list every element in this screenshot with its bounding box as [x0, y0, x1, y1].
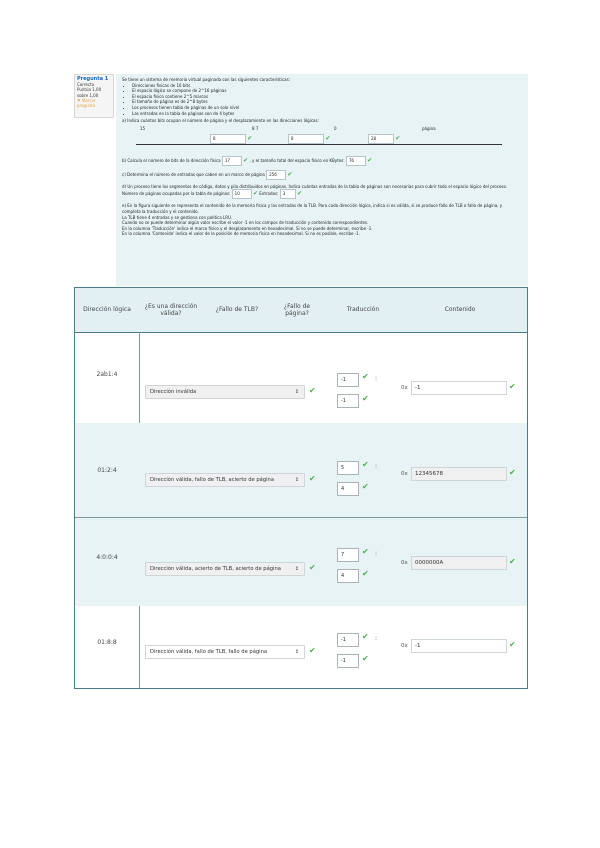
- separator: :: [375, 375, 378, 382]
- check-icon: ✔: [362, 394, 369, 403]
- question-d-line2: Número de páginas ocupadas por la tabla de páginas:: [122, 191, 231, 197]
- flag-question-link[interactable]: ⚑ Marcar pregunta: [77, 97, 96, 109]
- physical-bits-input[interactable]: 17: [222, 156, 242, 166]
- logical-address: 01:8:8: [97, 639, 117, 646]
- separator: :: [375, 463, 378, 470]
- frame-input[interactable]: -1: [337, 373, 359, 387]
- header-tlb-miss: ¿Fallo de TLB?: [215, 306, 259, 314]
- question-info-box: [74, 74, 114, 118]
- check-icon: ✔: [509, 557, 516, 566]
- note: Cuando no se puede determinar algún valor escribe el valor -1 en los campos de traducción y contenido correspondientes.: [122, 220, 369, 226]
- entries-input[interactable]: 256: [266, 170, 286, 180]
- check-icon: ✔: [509, 640, 516, 649]
- hex-prefix: 0x: [401, 560, 408, 566]
- offset-input[interactable]: 4: [337, 569, 359, 583]
- check-icon: ✔: [362, 547, 369, 556]
- check-icon: ✔: [362, 482, 369, 491]
- logical-address: 2ab1:4: [96, 371, 118, 378]
- offset-input[interactable]: -1: [337, 394, 359, 408]
- question-text: [116, 74, 528, 286]
- note: En la columna 'Contenido' indica el valor de la posición de memoria física en hexadecimal. Si no es posible, escribe -1.: [122, 231, 361, 237]
- offset-bits-input[interactable]: 8: [288, 134, 324, 144]
- check-icon: ✔: [287, 170, 293, 178]
- frame-input[interactable]: -1: [337, 633, 359, 647]
- check-icon: ✔: [362, 460, 369, 469]
- hex-prefix: 0x: [401, 385, 408, 391]
- logical-address: 4:0:0:4: [96, 554, 118, 561]
- bits-divider: [136, 144, 502, 145]
- header-page-fault: ¿Fallo de página?: [283, 302, 311, 317]
- characteristics-list: [132, 83, 522, 117]
- question-a: a) Indica cuántos bits ocupan el número de página y el desplazamiento en las direcciones lógicas:: [122, 118, 319, 124]
- bit-label: 8 7: [252, 125, 259, 131]
- chevron-updown-icon: ↕: [294, 649, 299, 655]
- check-icon: ✔: [296, 190, 303, 198]
- list-item: • Las entradas en la tabla de páginas son de 4 bytes: [132, 111, 522, 117]
- bit-label: 0: [334, 125, 337, 131]
- frame-input[interactable]: 7: [337, 548, 359, 562]
- check-icon: ✔: [252, 190, 258, 198]
- question-d: d) Un proceso tiene los segmentos de código, datos y pila distribuidos en páginas. Indica cuántas entradas de la tabla de páginas son necesarias para cubrir todo el espacio lógico del proceso.: [122, 183, 508, 189]
- bit-label: 15: [140, 125, 146, 131]
- header-logical-address: Dirección lógica: [83, 306, 131, 314]
- list-item: • El espacio lógico se compone de 2^16 páginas: [132, 88, 522, 94]
- check-icon: ✔: [362, 372, 369, 381]
- status-select[interactable]: Dirección válida, acierto de TLB, acierto de página ↕: [145, 562, 305, 576]
- check-icon: ✔: [309, 646, 316, 655]
- check-icon: ✔: [367, 156, 373, 164]
- header-translation: Traducción: [346, 306, 380, 314]
- chevron-updown-icon: ↕: [294, 566, 299, 572]
- logical-address: 01:2:4: [97, 467, 117, 474]
- entries-count-input[interactable]: 3: [280, 189, 296, 199]
- offset-input[interactable]: 4: [337, 482, 359, 496]
- hex-prefix: 0x: [401, 643, 408, 649]
- offset-input[interactable]: -1: [337, 654, 359, 668]
- list-item: • Los procesos tienen tabla de páginas de un solo nivel: [132, 105, 522, 111]
- header-valid: ¿Es una dirección válida?: [144, 302, 198, 317]
- check-icon: ✔: [243, 156, 249, 164]
- question-e: e) En la figura siguiente se representa el contenido de la memoria física y las entradas de la TLB. Para cada dirección lógica, indica si es válida, si se produce fallo de TLB o fallo de página, y completa la traducción y el contenido.: [122, 203, 503, 214]
- note: La TLB tiene 4 entradas y se gestiona con política LRU.: [122, 214, 233, 220]
- list-item: • El espacio físico contiene 2^5 marcos: [132, 94, 522, 100]
- content-input[interactable]: 12345678: [411, 467, 507, 481]
- note: En la columna 'Traducción' indica el marco físico y el desplazamiento en hexadecimal. Si no se puede determinar, escribe -1.: [122, 225, 373, 231]
- question-intro: Se tiene un sistema de memoria virtual paginada con las siguientes características:: [122, 77, 291, 82]
- status-select[interactable]: Dirección inválida ↕: [145, 385, 305, 399]
- content-input[interactable]: 0000000A: [411, 556, 507, 570]
- check-icon: ✔: [309, 386, 316, 395]
- total-bits-input[interactable]: 28: [368, 134, 394, 144]
- check-icon: ✔: [309, 474, 316, 483]
- content-input[interactable]: -1: [411, 639, 507, 653]
- list-item: • El tamaño de página es de 2^8 bytes: [132, 99, 522, 105]
- bit-label: página: [422, 125, 436, 131]
- status-select[interactable]: Dirección válida, fallo de TLB, fallo de página ↕: [145, 645, 305, 659]
- page-bits-input[interactable]: 8: [210, 134, 246, 144]
- question-status: Correcta: [77, 82, 95, 88]
- frame-input[interactable]: 5: [337, 461, 359, 475]
- physical-size-input[interactable]: 76: [346, 156, 366, 166]
- check-icon: ✔: [325, 134, 331, 142]
- check-icon: ✔: [247, 134, 253, 142]
- header-content: Contenido: [444, 306, 476, 314]
- list-item: • Direcciones físicas de 16 bits: [132, 83, 522, 89]
- chevron-updown-icon: ↕: [294, 389, 299, 395]
- content-input[interactable]: -1: [411, 381, 507, 395]
- table-header: [75, 288, 527, 333]
- check-icon: ✔: [362, 654, 369, 663]
- check-icon: ✔: [395, 134, 401, 142]
- flag-icon: ⚑: [77, 97, 81, 103]
- bits-diagram: [122, 126, 522, 152]
- table-row: [75, 517, 527, 606]
- translation-table: [74, 287, 528, 689]
- check-icon: ✔: [362, 569, 369, 578]
- question-b-mid: , y el tamaño total del espacio físico en KBytes:: [249, 157, 345, 163]
- question-number: Pregunta 1: [77, 76, 109, 82]
- table-row: [75, 605, 527, 689]
- check-icon: ✔: [309, 563, 316, 572]
- question-d-label2: Entradas:: [259, 191, 279, 197]
- chevron-updown-icon: ↕: [294, 477, 299, 483]
- question-b: b) Calcula el número de bits de la dirección física: [122, 157, 221, 163]
- table-pages-input[interactable]: 10: [232, 189, 252, 199]
- check-icon: ✔: [509, 382, 516, 391]
- table-row: [75, 423, 527, 517]
- table-row: [75, 333, 527, 423]
- question-c: c) Determina el número de entradas que caben en un marco de página: [122, 171, 265, 177]
- check-icon: ✔: [509, 468, 516, 477]
- check-icon: ✔: [362, 632, 369, 641]
- separator: :: [375, 550, 378, 557]
- separator: :: [375, 635, 378, 642]
- hex-prefix: 0x: [401, 471, 408, 477]
- question-score: Puntúa 1,00 sobre 1,00: [77, 87, 102, 98]
- status-select[interactable]: Dirección válida, fallo de TLB, acierto de página ↕: [145, 473, 305, 487]
